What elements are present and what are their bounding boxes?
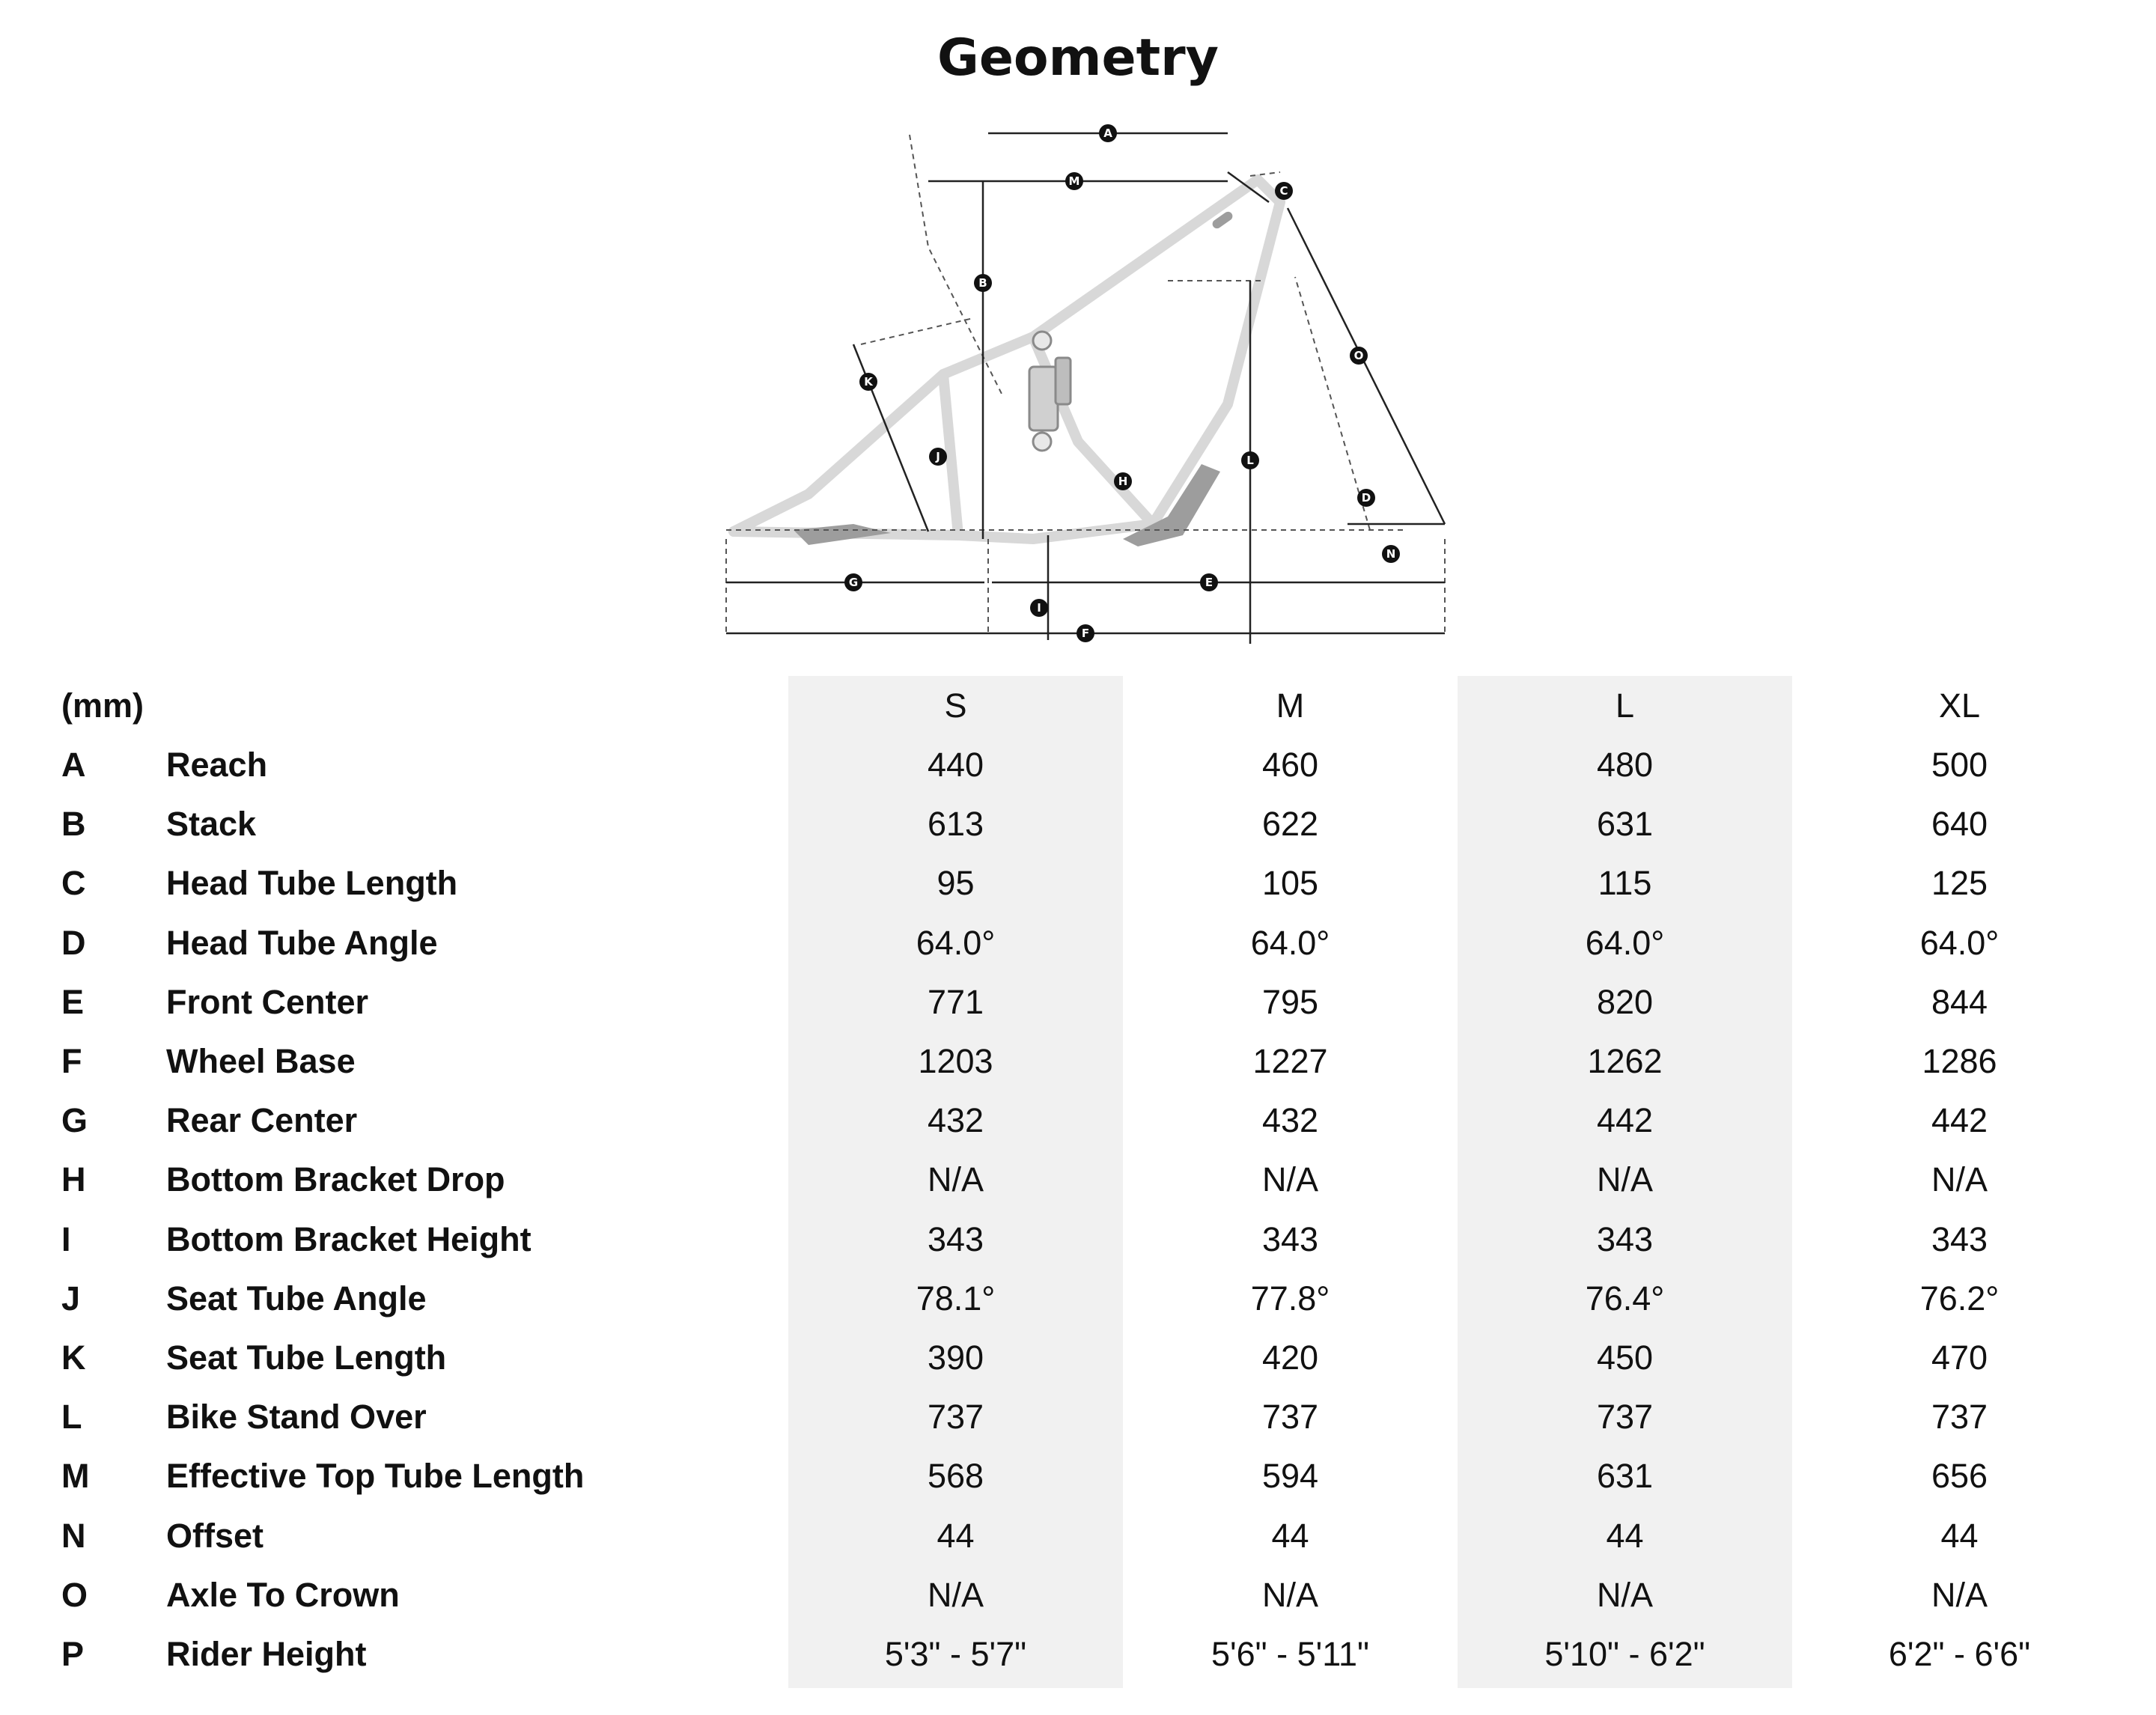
marker-a: A — [1103, 127, 1112, 140]
table-row — [0, 1091, 2156, 1150]
marker-h: H — [1118, 475, 1128, 488]
row-value-m: 460 — [1261, 746, 1319, 784]
row-value-xl: 125 — [1931, 864, 1988, 903]
row-letter: L — [61, 1398, 82, 1437]
table-row — [0, 1210, 2156, 1269]
marker-d: D — [1361, 491, 1371, 505]
row-value-xl: N/A — [1931, 1160, 1988, 1199]
row-value-s: 390 — [927, 1338, 984, 1377]
marker-g: G — [848, 576, 859, 589]
table-row — [0, 1506, 2156, 1565]
row-label: Offset — [166, 1516, 264, 1555]
row-value-l: 44 — [1606, 1516, 1644, 1555]
row-label: Stack — [166, 805, 257, 844]
row-letter: N — [61, 1516, 86, 1555]
row-value-l: 1262 — [1587, 1042, 1663, 1080]
row-letter: B — [61, 805, 86, 844]
row-label: Bottom Bracket Height — [166, 1219, 532, 1258]
row-letter: J — [61, 1279, 81, 1318]
row-label: Axle To Crown — [166, 1575, 400, 1614]
marker-l: L — [1246, 454, 1254, 467]
marker-k: K — [864, 375, 873, 389]
row-value-m: 77.8° — [1250, 1279, 1330, 1318]
row-value-s: N/A — [927, 1575, 984, 1614]
table-row — [0, 794, 2156, 853]
row-label: Reach — [166, 746, 268, 784]
table-row — [0, 853, 2156, 913]
marker-o: O — [1353, 349, 1364, 362]
row-letter: F — [61, 1042, 82, 1080]
row-letter: E — [61, 982, 85, 1021]
row-value-m: 5'6" - 5'11" — [1211, 1635, 1369, 1673]
bike-geometry-diagram — [704, 120, 1460, 659]
row-value-m: 105 — [1261, 864, 1319, 903]
row-letter: G — [61, 1101, 88, 1140]
row-value-l: 442 — [1596, 1101, 1654, 1140]
row-value-s: 78.1° — [916, 1279, 996, 1318]
row-value-xl: 844 — [1931, 982, 1988, 1021]
table-row — [0, 735, 2156, 794]
row-value-l: 631 — [1596, 1457, 1654, 1496]
row-value-m: 1227 — [1252, 1042, 1328, 1080]
row-value-xl: 737 — [1931, 1398, 1988, 1437]
table-row — [0, 1150, 2156, 1209]
row-value-s: N/A — [927, 1160, 984, 1199]
marker-e: E — [1205, 576, 1213, 589]
row-value-l: 64.0° — [1585, 923, 1665, 962]
row-value-s: 771 — [927, 982, 984, 1021]
row-value-m: 737 — [1261, 1398, 1319, 1437]
row-label: Effective Top Tube Length — [166, 1457, 585, 1496]
size-header-xl: XL — [1938, 686, 1981, 725]
table-row — [0, 1624, 2156, 1684]
row-value-xl: 64.0° — [1919, 923, 2000, 962]
row-value-l: 480 — [1596, 746, 1654, 784]
row-value-xl: 343 — [1931, 1219, 1988, 1258]
row-label: Head Tube Length — [166, 864, 458, 903]
row-letter: P — [61, 1635, 85, 1673]
row-value-s: 568 — [927, 1457, 984, 1496]
page-title: Geometry — [937, 28, 1219, 88]
row-value-s: 737 — [927, 1398, 984, 1437]
row-value-m: 622 — [1261, 805, 1319, 844]
marker-j: J — [936, 450, 940, 463]
row-letter: O — [61, 1575, 88, 1614]
table-header-row — [0, 676, 2156, 735]
row-label: Front Center — [166, 982, 368, 1021]
row-value-l: 115 — [1598, 864, 1652, 903]
row-label: Seat Tube Length — [166, 1338, 447, 1377]
row-value-l: N/A — [1596, 1575, 1653, 1614]
row-value-l: N/A — [1596, 1160, 1653, 1199]
row-value-xl: N/A — [1931, 1575, 1988, 1614]
unit-label: (mm) — [61, 686, 144, 725]
row-value-l: 737 — [1596, 1398, 1654, 1437]
row-label: Rider Height — [166, 1635, 367, 1673]
row-value-m: 420 — [1261, 1338, 1319, 1377]
marker-n: N — [1386, 547, 1396, 561]
row-value-m: 343 — [1261, 1219, 1319, 1258]
row-value-l: 5'10" - 6'2" — [1544, 1635, 1705, 1673]
row-value-xl: 470 — [1931, 1338, 1988, 1377]
row-value-xl: 640 — [1931, 805, 1988, 844]
table-row — [0, 1032, 2156, 1091]
row-label: Bike Stand Over — [166, 1398, 427, 1437]
row-value-xl: 500 — [1931, 746, 1988, 784]
row-value-xl: 656 — [1931, 1457, 1988, 1496]
row-value-xl: 6'2" - 6'6" — [1888, 1635, 2031, 1673]
row-label: Seat Tube Angle — [166, 1279, 427, 1318]
row-letter: A — [61, 746, 86, 784]
row-value-s: 343 — [927, 1219, 984, 1258]
row-label: Head Tube Angle — [166, 923, 438, 962]
size-header-m: M — [1276, 686, 1305, 725]
table-row — [0, 1565, 2156, 1624]
row-value-m: 64.0° — [1250, 923, 1330, 962]
table-row — [0, 1387, 2156, 1446]
row-letter: I — [61, 1219, 71, 1258]
row-value-s: 64.0° — [916, 923, 996, 962]
row-value-s: 613 — [927, 805, 984, 844]
row-letter: C — [61, 864, 86, 903]
row-value-s: 432 — [927, 1101, 984, 1140]
marker-c: C — [1279, 184, 1288, 198]
row-letter: K — [61, 1338, 86, 1377]
row-value-xl: 442 — [1931, 1101, 1988, 1140]
row-value-m: N/A — [1261, 1575, 1318, 1614]
row-letter: H — [61, 1160, 86, 1199]
row-letter: D — [61, 923, 86, 962]
marker-m: M — [1068, 174, 1080, 188]
row-label: Wheel Base — [166, 1042, 356, 1080]
row-value-xl: 44 — [1940, 1516, 1979, 1555]
row-value-l: 450 — [1596, 1338, 1654, 1377]
row-label: Rear Center — [166, 1101, 358, 1140]
row-value-l: 343 — [1596, 1219, 1654, 1258]
chainstay-guard — [794, 524, 891, 545]
row-value-l: 631 — [1596, 805, 1654, 844]
row-value-s: 440 — [927, 746, 984, 784]
row-value-m: 594 — [1261, 1457, 1319, 1496]
marker-i: I — [1037, 601, 1041, 615]
row-value-s: 44 — [937, 1516, 975, 1555]
table-row — [0, 1269, 2156, 1328]
row-value-s: 1203 — [918, 1042, 993, 1080]
row-letter: M — [61, 1457, 90, 1496]
table-row — [0, 1328, 2156, 1387]
row-value-m: 795 — [1261, 982, 1319, 1021]
row-value-s: 5'3" - 5'7" — [884, 1635, 1027, 1673]
row-value-xl: 76.2° — [1919, 1279, 2000, 1318]
row-value-m: 432 — [1261, 1101, 1319, 1140]
row-value-s: 95 — [937, 864, 975, 903]
row-value-m: N/A — [1261, 1160, 1318, 1199]
row-label: Bottom Bracket Drop — [166, 1160, 505, 1199]
marker-f: F — [1081, 627, 1090, 640]
row-value-l: 76.4° — [1585, 1279, 1665, 1318]
table-row — [0, 972, 2156, 1032]
table-row — [0, 913, 2156, 972]
marker-b: B — [978, 276, 987, 290]
row-value-l: 820 — [1596, 982, 1654, 1021]
size-header-s: S — [944, 686, 967, 725]
size-header-l: L — [1615, 686, 1635, 725]
table-row — [0, 1446, 2156, 1505]
row-value-m: 44 — [1271, 1516, 1309, 1555]
row-value-xl: 1286 — [1922, 1042, 1997, 1080]
